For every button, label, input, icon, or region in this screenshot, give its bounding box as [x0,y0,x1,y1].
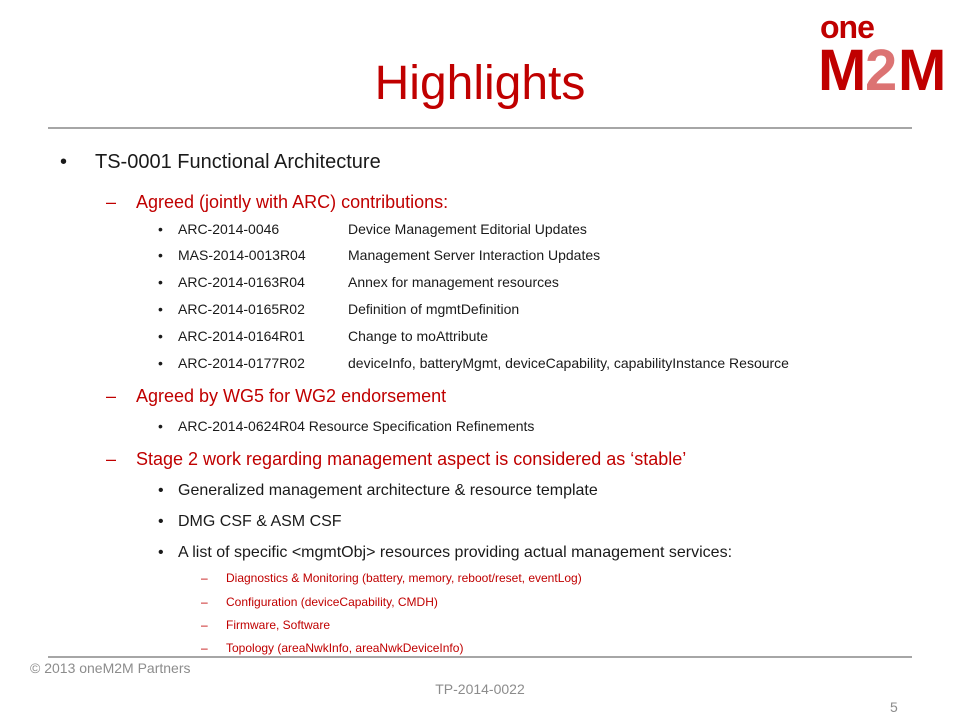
contribution-desc: Change to moAttribute [348,328,489,344]
contribution-desc: Annex for management resources [348,274,559,290]
contribution-code: ARC-2014-0165R02 [178,301,305,317]
contribution-code: ARC-2014-0164R01 [178,328,305,344]
svg-text:M: M [898,38,943,98]
contribution-desc: Definition of mgmtDefinition [348,301,520,317]
svg-text:M: M [818,38,863,98]
svg-text:one: one [820,9,874,45]
contribution-desc: deviceInfo, batteryMgmt, deviceCapability, capabilityInstance Resource [348,355,789,371]
contribution-code: ARC-2014-0163R04 [178,274,305,290]
bullet-text: TS-0001 Functional Architecture [95,151,381,173]
bullet-dot: • [60,151,68,173]
svg-text:2: 2 [865,38,894,98]
slide-body: • TS-0001 Functional Architecture – Agreed (jointly with ARC) contributions: • ARC-2014-0046 Device Management Editorial Updates • MAS-2014-0013R04 Management Server Interaction Updates • ARC-2014-0163R04 Annex for management resources • ARC-2014-0165R02 Definition of mgmtDefinition • ARC-2014-0164R01 Change to moAttribute • ARC-2014-0177R02 deviceInfo, batteryMgmt, deviceCapability, capabilityInstance Resource – Agreed by WG5 for WG2 endorsement • ARC-2014-0624R04 Resource Specification Refinements – Stage 2 work regarding management aspect is considered as ‘stable’ • Generalized management architecture & resource template • DMG CSF & ASM CSF • A list of specific <mgmtObj> resources providing actual management services: – Diagnostics & Monitoring (battery, memory, reboot/reset, eventLog) – Configuration (deviceCapability, CMDH) – Firmware, Software – Topology (areaNwkInfo, areaNwkDeviceInfo) [60,151,789,655]
document-id: TP-2014-0022 [435,681,525,697]
slide-title: Highlights [374,57,586,110]
footer-divider [48,656,912,658]
page-number: 5 [890,699,898,715]
contribution-desc: Device Management Editorial Updates [348,221,587,237]
copyright-text: © 2013 oneM2M Partners [30,660,191,676]
contribution-code: MAS-2014-0013R04 [178,247,306,263]
contribution-code: ARC-2014-0046 [178,221,280,237]
contribution-desc: Management Server Interaction Updates [348,247,601,263]
contribution-code: ARC-2014-0177R02 [178,355,305,371]
